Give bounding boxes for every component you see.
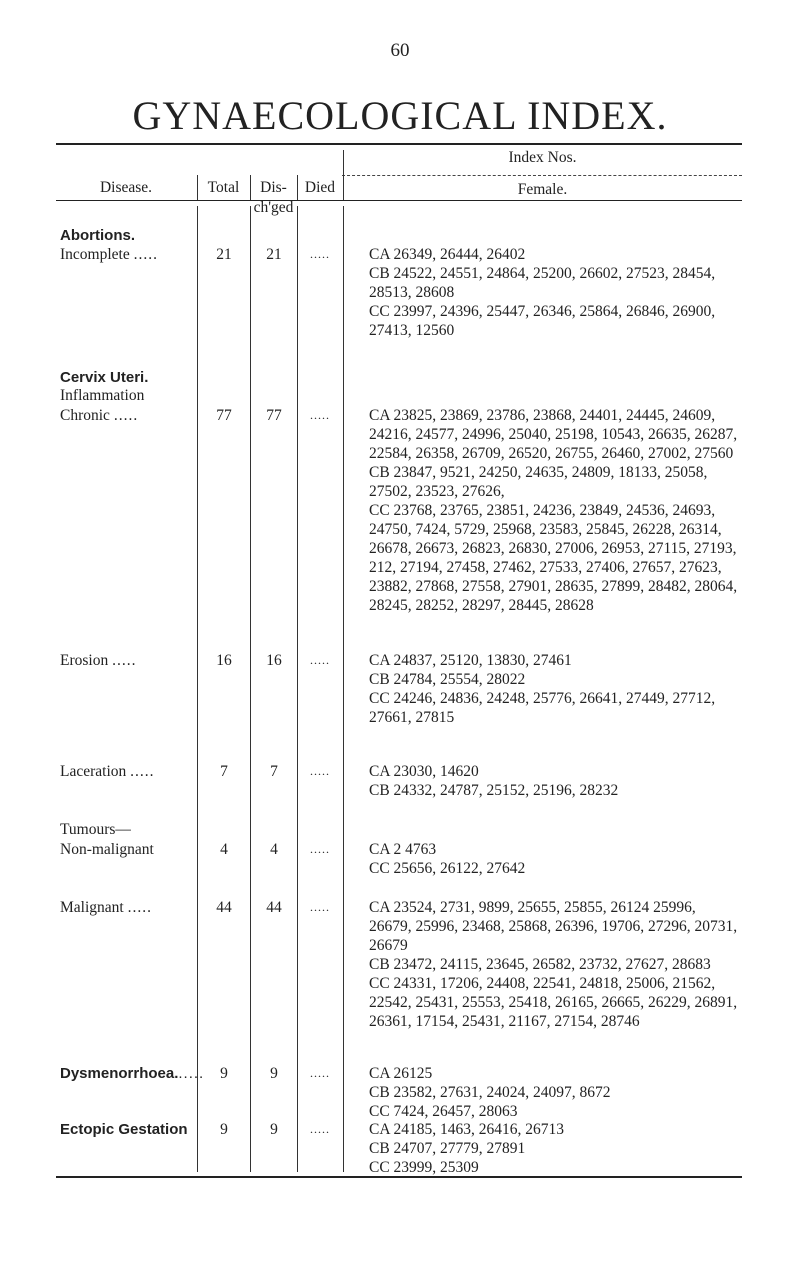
female-index-list — [369, 1120, 741, 1177]
discharged-value: 4 — [270, 841, 278, 858]
ward-entry: CA 24837, 25120, 13830, 27461 — [369, 652, 572, 669]
died-placeholder: ..... — [310, 653, 330, 667]
disease-label: Laceration ..... — [60, 763, 155, 780]
disease-label: Non-malignant — [60, 841, 154, 858]
ward-entry: CA 2 4763 — [369, 841, 437, 858]
female-index-list — [369, 406, 741, 615]
section-cervix-uteri: Cervix Uteri. — [60, 369, 149, 386]
header-disease: Disease. — [99, 179, 153, 196]
section-tumours: Tumours— — [60, 821, 131, 838]
header-female: Female. — [517, 181, 568, 198]
discharged-value: 16 — [266, 652, 282, 669]
disease-label: Erosion ..... — [60, 652, 137, 669]
ward-entry: CA 24185, 1463, 26416, 26713 — [369, 1121, 565, 1138]
ward-entry: CB 23582, 27631, 24024, 24097, 8672 — [369, 1084, 611, 1101]
header-discharged-line2: ch'ged — [253, 199, 294, 216]
died-placeholder: ..... — [310, 408, 330, 422]
ward-entry: CC 7424, 26457, 28063 — [369, 1103, 518, 1120]
total-value: 9 — [220, 1121, 228, 1138]
column-divider-discharged-body — [250, 206, 251, 1172]
discharged-value: 77 — [266, 407, 282, 424]
ward-entry: CA 26125 — [369, 1065, 433, 1082]
total-value: 77 — [216, 407, 232, 424]
ward-entry: CC 24246, 24836, 24248, 25776, 26641, 27449, 27712, 27661, 27815 — [369, 690, 716, 726]
female-index-list — [369, 840, 741, 878]
ward-entry: CB 24332, 24787, 25152, 25196, 28232 — [369, 782, 619, 799]
header-discharged-line1: Dis- — [260, 179, 287, 196]
disease-label: Dysmenorrhoea...... — [60, 1065, 205, 1082]
discharged-value: 9 — [270, 1065, 278, 1082]
female-index-list — [369, 762, 741, 800]
ward-entry: CB 24707, 27779, 27891 — [369, 1140, 526, 1157]
discharged-value: 44 — [266, 899, 282, 916]
ward-entry: CC 25656, 26122, 27642 — [369, 860, 526, 877]
table-top-rule — [56, 143, 742, 145]
section-inflammation: Inflammation — [60, 387, 145, 404]
column-divider-died-body — [297, 206, 298, 1172]
female-index-list — [369, 245, 741, 340]
ward-entry: CC 24331, 17206, 24408, 22541, 24818, 25006, 21562, 22542, 25431, 25553, 25418, 26165, 26665, 26229, 26891, 26361, 17154, 25431, 21167, 27154, 28746 — [369, 975, 738, 1030]
died-placeholder: ..... — [310, 764, 330, 778]
ward-entry: CB 23847, 9521, 24250, 24635, 24809, 18133, 25058, 27502, 23523, 27626, — [369, 464, 708, 500]
total-value: 9 — [220, 1065, 228, 1082]
disease-label: Chronic ..... — [60, 407, 139, 424]
total-value: 4 — [220, 841, 228, 858]
header-bottom-rule — [56, 200, 742, 201]
total-value: 7 — [220, 763, 228, 780]
column-divider-total-body — [197, 206, 198, 1172]
total-value: 16 — [216, 652, 232, 669]
column-divider-index-body — [343, 206, 344, 1172]
died-placeholder: ..... — [310, 1066, 330, 1080]
index-nos-divider — [342, 175, 742, 176]
female-index-list — [369, 898, 741, 1031]
ward-entry: CB 24522, 24551, 24864, 25200, 26602, 27523, 28454, 28513, 28608 — [369, 265, 716, 301]
total-value: 21 — [216, 246, 232, 263]
ward-entry: CC 23997, 24396, 25447, 26346, 25864, 26846, 26900, 27413, 12560 — [369, 303, 716, 339]
died-placeholder: ..... — [310, 1122, 330, 1136]
ward-entry: CB 23472, 24115, 23645, 26582, 23732, 27627, 28683 — [369, 956, 711, 973]
header-total: Total — [207, 179, 240, 196]
ward-entry: CA 26349, 26444, 26402 — [369, 246, 526, 263]
header-died: Died — [304, 179, 336, 196]
ward-entry: CA 23825, 23869, 23786, 23868, 24401, 24445, 24609, 24216, 24577, 24996, 25040, 25198, 10543, 26635, 26287, 22584, 26358, 26709, 26520, 26755, 26460, 27002, 27560 — [369, 407, 738, 462]
ward-entry: CC 23768, 23765, 23851, 24236, 23849, 24536, 24693, 24750, 7424, 5729, 25968, 23583, 25845, 26228, 26314, 26678, 26673, 26823, 26830, 27006, 26953, 27115, 27193, 212, 27194, 27458, 27462, 27533, 27406, 27657, 27623, 23882, 27868, 27558, 27901, 28635, 27899, 28482, 28064, 28245, 28252, 28297, 28445, 28628 — [369, 502, 738, 614]
died-placeholder: ..... — [310, 900, 330, 914]
discharged-value: 21 — [266, 246, 282, 263]
disease-label: Incomplete ..... — [60, 246, 158, 263]
ward-entry: CA 23524, 2731, 9899, 25655, 25855, 26124 25996, 26679, 25996, 23468, 25868, 26396, 19706, 27296, 20731, 26679 — [369, 899, 738, 954]
header-index-nos: Index Nos. — [508, 149, 577, 166]
discharged-value: 7 — [270, 763, 278, 780]
ward-entry: CC 23999, 25309 — [369, 1159, 479, 1176]
disease-label: Malignant ..... — [60, 899, 152, 916]
died-placeholder: ..... — [310, 247, 330, 261]
female-index-list — [369, 651, 741, 727]
female-index-list — [369, 1064, 741, 1121]
ward-entry: CB 24784, 25554, 28022 — [369, 671, 526, 688]
died-placeholder: ..... — [310, 842, 330, 856]
page-number: 60 — [390, 40, 410, 61]
page-title: GYNAECOLOGICAL INDEX. — [132, 93, 668, 138]
discharged-value: 9 — [270, 1121, 278, 1138]
section-abortions: Abortions. — [60, 227, 135, 244]
disease-label: Ectopic Gestation — [60, 1121, 188, 1138]
ward-entry: CA 23030, 14620 — [369, 763, 479, 780]
total-value: 44 — [216, 899, 232, 916]
